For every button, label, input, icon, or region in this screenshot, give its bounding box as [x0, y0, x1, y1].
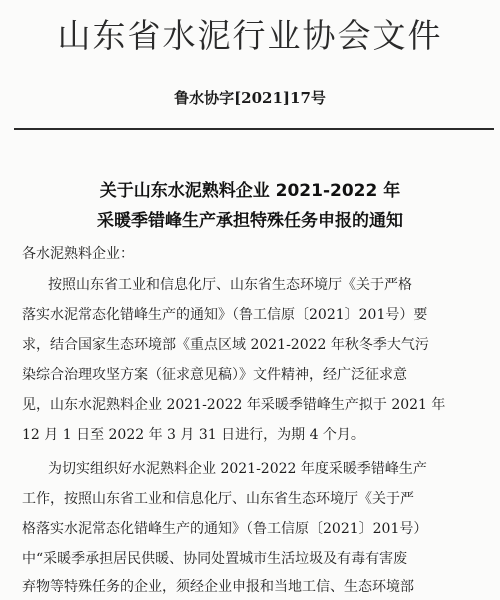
- notice-title-line-1: 关于山东水泥熟料企业 2021-2022 年: [99, 181, 401, 201]
- paragraph-line: 为切实组织好水泥熟料企业 2021-2022 年度采暖季错峰生产: [48, 461, 427, 477]
- paragraph-line: 弃物等特殊任务的企业，须经企业申报和当地工信、生态环境部: [22, 579, 414, 595]
- paragraph-line: 见，山东水泥熟料企业 2021-2022 年采暖季错峰生产拟于 2021 年: [22, 397, 446, 413]
- paragraph-line: 12 月 1 日至 2022 年 3 月 31 日进行，为期 4 个月。: [22, 427, 365, 443]
- paragraph-line: 染综合治理攻坚方案（征求意见稿）》文件精神，经广泛征求意: [22, 367, 407, 383]
- document-number: 鲁水协字[2021]17号: [174, 89, 326, 107]
- header-divider: [14, 128, 494, 130]
- paragraph-line: 落实水泥常态化错峰生产的通知》（鲁工信原〔2021〕201号）要: [22, 307, 428, 323]
- paragraph-line: 工作，按照山东省工业和信息化厅、山东省生态环境厅《关于严: [22, 491, 414, 507]
- notice-title-line-2: 采暖季错峰生产承担特殊任务申报的通知: [97, 211, 403, 231]
- paragraph-line: 求，结合国家生态环境部《重点区域 2021-2022 年秋冬季大气污: [22, 337, 429, 353]
- salutation: 各水泥熟料企业：: [22, 246, 134, 262]
- paragraph-line: 中“采暖季承担居民供暖、协同处置城市生活垃圾及有毒有害废: [22, 551, 408, 567]
- paragraph-line: 按照山东省工业和信息化厅、山东省生态环境厅《关于严格: [48, 277, 412, 293]
- letterhead-title: 山东省水泥行业协会文件: [57, 16, 443, 55]
- paragraph-line: 格落实水泥常态化错峰生产的通知》（鲁工信原〔2021〕201号）: [22, 521, 428, 537]
